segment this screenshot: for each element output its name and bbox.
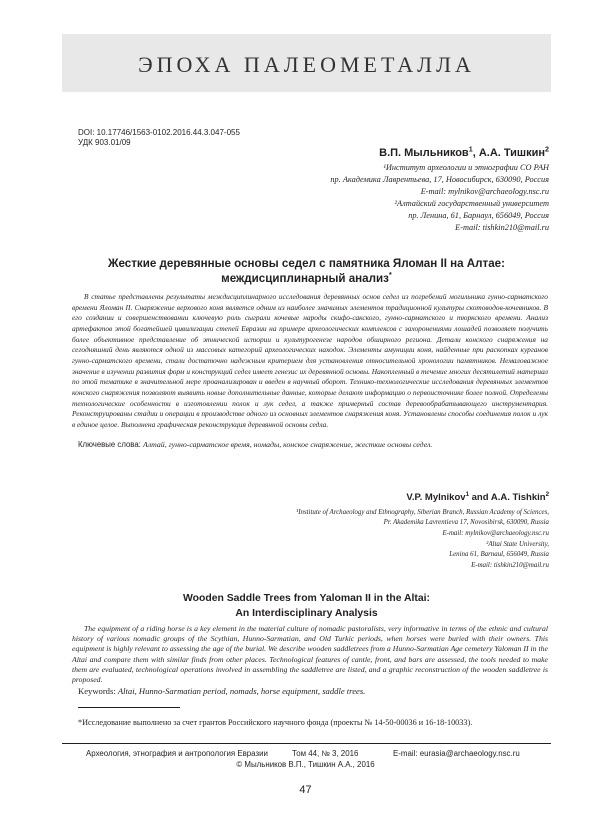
- article-title-en: [62, 592, 551, 621]
- title-line: An Interdisciplinary Analysis: [235, 607, 378, 619]
- title-line: [62, 271, 551, 286]
- footnote-divider: [78, 707, 180, 708]
- article-title-ru: [62, 256, 551, 286]
- author-name: А.А. Тишкин: [478, 147, 546, 159]
- footer-divider: [62, 743, 551, 744]
- email-link[interactable]: E-mail: mylnikov@archaeology.nsc.ru: [442, 530, 549, 537]
- title-line: Жесткие деревянные основы седел с памятника Яломан II на Алтае:: [108, 257, 505, 270]
- abstract-en: The equipment of a riding horse is a key element in the material culture of nomadic pastoralists, very informative in terms of the ethnic and cultural history of various nomadic groups of the Scythian, Hunno-Sarmatian, and Old Turkic periods, when horses were buried with their owners. This equipment is highly relevant to assessing the age of the burial. We describe wooden saddletrees from a Hunno-Sarmatian Age cemetery Yaloman II in the Altai and compare them with similar finds from other places. Technological features of cantle, front, and bars are assessed, the tools needed to make them are evaluated, technological operations involved in assembling the saddletree are listed, and a graphic reconstruction of the wooden saddletree is proposed.: [72, 624, 548, 685]
- keywords-label: Keywords:: [78, 686, 118, 696]
- keywords-list: Altai, Hunno-Sarmatian period, nomads, horse equipment, saddle trees.: [117, 686, 366, 696]
- footer-journal: Археология, этнография и антропология Евразии: [86, 749, 268, 758]
- affiliation-line-en: Lenina 61, Barnaul, 656049, Russia: [449, 551, 549, 558]
- keywords-label: Ключевые слова:: [78, 440, 144, 449]
- footnote-marker[interactable]: *: [388, 270, 392, 280]
- affiliation-line: ¹Институт археологии и этнографии СО РАН: [383, 163, 549, 172]
- affiliation-line-en: Pr. Akademika Lavrentieva 17, Novosibirsk, 630090, Russia: [383, 519, 549, 526]
- title-line: Wooden Saddle Trees from Yaloman II in the Altai:: [183, 593, 430, 604]
- affiliation-line-en: ²Altai State University,: [486, 541, 549, 548]
- keywords-en: [78, 686, 365, 696]
- email-link[interactable]: E-mail: tishkin210@mail.ru: [471, 562, 549, 569]
- email-link[interactable]: E-mail: mylnikov@archaeology.nsc.ru: [420, 187, 549, 196]
- affiliation-line-en: ¹Institute of Archaeology and Ethnography, Siberian Branch, Russian Academy of Sciences,: [296, 509, 549, 516]
- footnote: *Исследование выполнено за счет грантов Российского научного фонда (проекты № 14-50-00036 и 16-18-10033).: [78, 718, 473, 727]
- affiliation-line: пр. Ленина, 61, Барнаул, 656049, Россия: [408, 211, 549, 220]
- authors-ru: [379, 147, 549, 159]
- author-sup: 1: [465, 490, 469, 498]
- abstract-ru: В статье представлены результаты междисциплинарного исследования деревянных основ седел из погребений могильника гунно-сарматского времени Яломан II. Снаряжение верхового коня является одним из наиболее значимых элементов традиционной культуры скотоводов-кочевников. В его создании и совершенствовании ключевую роль сыграли кочевые народы скифо-сакского, гунно-сарматского и тюркского времени. Анализ артефактов этой богатейшей цивилизации степей Евразии на примере археологических комплексов с захоронениями лошадей позволяет получить более объективное представление об этнической истории и культурогенезе народов обширного региона. Детали конского снаряжения на сегодняшний день являются одной из массовых категорий археологических находок. Элементы амуниции коня, найденные при раскопках курганов гунно-сарматского времени, стали достаточно надежным критерием для установления относительной хронологии памятников. Немаловажное значение в изучении развития форм и конструкций седел имеет генезис их деревянной основы. Накопленный в течение многих десятилетий материал по этой тематике в значительной мере проанализирован и введен в научный оборот. Технико-технологические исследования деревянных элементов конского снаряжения позволяют выявить новые дополнительные данные, которые делают информацию о первоисточнике более полной. Определены технологические особенности в изготовлении полок и лук седел, а также примерный состав деревообрабатывающего инструментария. Реконструированы стадии и операции в производстве одного из основных элементов снаряжения коня. Установлены способы соединения полок и лук в единое целое. Выполнена графическая реконструкция деревянной основы седла.: [72, 292, 548, 429]
- author-name: В.П. Мыльников: [379, 147, 469, 159]
- page-number: 47: [299, 784, 312, 796]
- footer-volume: Том 44, № 3, 2016: [292, 749, 359, 758]
- footer-copyright: © Мыльников В.П., Тишкин А.А., 2016: [236, 760, 375, 769]
- udc: УДК 903.01/09: [78, 138, 131, 147]
- author-sup: 2: [545, 490, 549, 498]
- author-name: A.A. Tishkin: [490, 492, 546, 503]
- author-separator: ,: [472, 147, 479, 159]
- doi[interactable]: DOI: 10.17746/1563-0102.2016.44.3.047-055: [78, 128, 240, 137]
- author-name: V.P. Mylnikov: [406, 492, 466, 503]
- footer-email[interactable]: E-mail: eurasia@archaeology.nsc.ru: [393, 749, 520, 758]
- keywords-ru: [78, 440, 432, 449]
- title-text: междисциплинарный анализ: [221, 272, 389, 285]
- authors-en: [406, 492, 549, 503]
- affiliation-line: ²Алтайский государственный университет: [394, 199, 549, 208]
- email-link[interactable]: E-mail: tishkin210@mail.ru: [455, 223, 549, 232]
- section-header-band: [62, 34, 551, 92]
- affiliation-line: пр. Академика Лаврентьева, 17, Новосибирск, 630090, Россия: [330, 175, 549, 184]
- keywords-list: Алтай, гунно-сарматское время, номады, конское снаряжение, жесткие основы седел.: [143, 440, 433, 449]
- author-sup: 2: [545, 145, 549, 154]
- section-title: ЭПОХА ПАЛЕОМЕТАЛЛА: [138, 52, 475, 77]
- author-separator: and: [469, 492, 491, 503]
- author-sup: 1: [468, 145, 473, 154]
